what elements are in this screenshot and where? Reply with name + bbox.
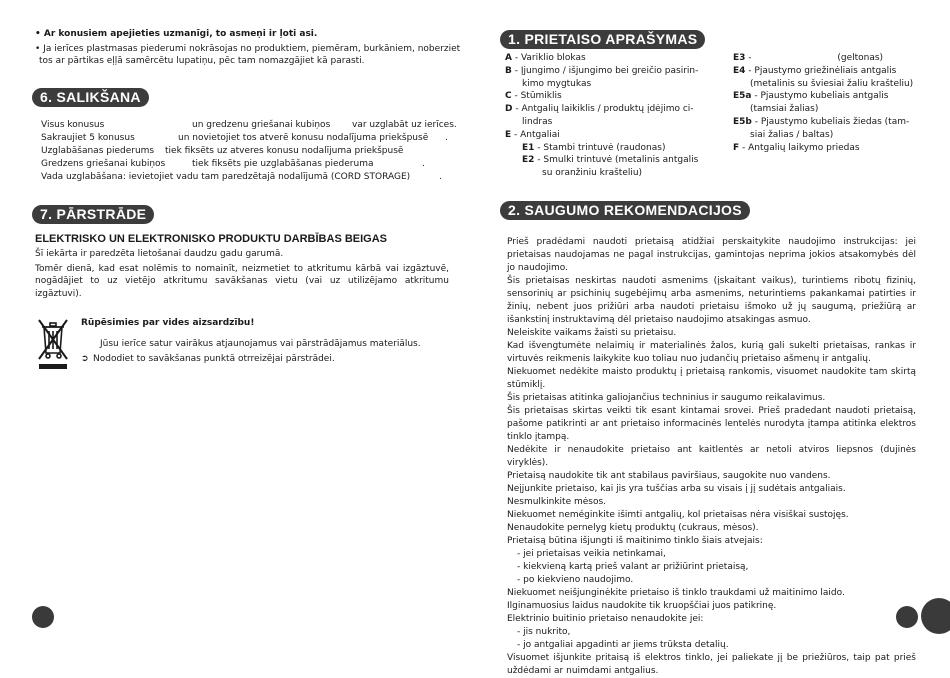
- part-key: D: [505, 104, 513, 115]
- safety-paragraph-2: Šis prietaisas neskirtas naudoti asmenims (įskaitant vaikus), turintiems ribotų fizinių, sensorinių ar psichinių sugebėjimų arba asmenims, neturintiems pakankamai patirties ir žinių, nebent juos prižiūri arba naudoti prietaisu išmoko už jų saugumą, priežiūrą ar išankstinį instruktavimą dėl prietaiso naudojimo atsakingas asmuo.: [507, 276, 916, 325]
- assembly-row-1-part-2: un gredzenu griešanai kubiņos: [192, 120, 331, 130]
- page-tab-right: [921, 598, 950, 634]
- part-key: E3: [733, 53, 746, 63]
- part-desc: - Antgalių laikiklis / produktų įdėjimo ci-: [512, 104, 694, 115]
- part-desc: - Stūmiklis: [511, 91, 562, 102]
- part-desc: - Antgaliai: [511, 129, 560, 140]
- crossed-out-bin-icon: [35, 317, 71, 372]
- parts-list-col-1: [505, 52, 698, 180]
- part-desc: kimo mygtukas: [522, 78, 592, 89]
- part-item-right-2: [733, 65, 913, 78]
- safety-paragraph-19: Ilginamuosius laidus naudokite tik kruopščiai juos patikrinę.: [507, 601, 777, 611]
- part-key: E4: [733, 65, 746, 76]
- part-key: E: [505, 129, 512, 140]
- part-key: A: [505, 53, 512, 63]
- safety-paragraph-22: - jo antgaliai apgadinti ar jiems trūksta detalių.: [517, 640, 729, 650]
- safety-paragraph-12: Niekuomet neméginkite išimti antgalių, kol prietaisas nėra visiškai sustojęs.: [507, 510, 849, 520]
- part-item-right-7: [733, 129, 913, 142]
- environment-title: Rūpēsimies par vides aizsardzību!: [81, 318, 255, 328]
- assembly-row-4-part-2: tiek fiksēts pie uzglabāšanas piederuma: [192, 159, 374, 170]
- part-key: E5a: [733, 91, 752, 102]
- part-item-left-6: [505, 116, 698, 129]
- intro-line-1: • Ar konusiem apejieties uzmanīgi, to asmeņi ir ļoti asi.: [35, 29, 318, 39]
- page-marker-right: [896, 606, 918, 628]
- part-key: E5b: [733, 116, 752, 127]
- safety-paragraph-14: Prietaisą būtina išjungti iš maitinimo tinklo šiais atvejais:: [507, 536, 763, 546]
- part-item-left-9: [505, 154, 698, 167]
- safety-paragraph-6: Šis prietaisas atitinka galiojančius techninius ir saugumo reikalavimus.: [507, 393, 826, 403]
- safety-paragraph-1: Prieš pradėdami naudoti prietaisą atidžiai perskaitykite naudojimo instrukcijas: jei prietaisas naudojamas ne pagal instrukcijas, gamintojas neprima jokios atsakomybės dėl jo naudojimo.: [507, 237, 916, 273]
- arrow-bullet-icon: ➲: [81, 353, 89, 364]
- part-item-left-5: [505, 103, 698, 116]
- safety-paragraph-13: Nenaudokite pernelyg kietų produktų (cukraus, mėsos).: [507, 523, 759, 533]
- part-key: E2: [522, 155, 535, 166]
- part-item-left-10: [505, 167, 698, 180]
- assembly-row-1-part-3: var uzglabāt uz ierīces.: [352, 120, 457, 130]
- part-desc: - Variklio blokas: [511, 53, 586, 63]
- assembly-row-3-part-1: Uzglabāšanas piederums: [41, 146, 155, 157]
- part-desc: - Pjaustymo kubeliais antgalis: [751, 91, 889, 102]
- part-item-left-3: [505, 78, 698, 91]
- assembly-row-5-part-1: Vada uzglabāšana: ievietojiet vadu tam paredzētajā nodalījumā (CORD STORAGE): [41, 172, 411, 183]
- safety-paragraph-23: Visuomet išjunkite pritaisą iš elektros tinklo, jei paliekate jį be priežiūros, taip pat prieš uždėdami ar nuimdami antgalius.: [507, 653, 916, 676]
- part-desc: - Smulki trintuvė (metalinis antgalis: [534, 155, 699, 166]
- environment-text: [81, 338, 421, 365]
- safety-paragraph-3: Neleiskite vaikams žaisti su prietaisu.: [507, 328, 677, 338]
- part-desc: - Pjaustymo kubeliais žiedas (tam-: [751, 116, 910, 127]
- assembly-row-2-part-1: Sakraujiet 5 konusus: [41, 133, 135, 144]
- safety-paragraph-20: Elektrinio buitinio prietaiso nenaudokite jei:: [507, 614, 704, 624]
- section-6-title: 6. SALIKŠANA: [32, 88, 149, 107]
- safety-paragraph-5: Niekuomet nedėkite maisto produktų į prietaisą rankomis, visuomet naudokite tam skirtą stūmiklį.: [507, 367, 916, 390]
- assembly-row-2-part-3: .: [445, 133, 448, 144]
- part-key: B: [505, 65, 512, 76]
- section-7-subtitle: ELEKTRISKO UN ELEKTRONISKO PRODUKTU DARBĪBAS BEIGAS: [35, 233, 388, 245]
- section-7-title: 7. PĀRSTRĀDE: [32, 205, 154, 224]
- part-desc: siai žalias / baltas): [750, 129, 834, 140]
- safety-paragraph-8: Nedėkite ir nenaudokite prietaiso ant kaitlentės ar netoli atviros liepsnos (dujinės viryklės).: [507, 445, 916, 468]
- safety-paragraph-4: Kad išvengtumėte nelaimių ir materialinės žalos, kurią gali sukelti prietaisas, rankas ir virtuvės reikmenis laikykite kuo toliau nuo judančių prietaiso ašmenų ir antgalių.: [507, 341, 916, 364]
- part-item-left-1: [505, 52, 698, 65]
- part-desc: (metalinis su šviesiai žaliu krašteliu): [750, 78, 914, 89]
- assembly-row-4-part-3: .: [422, 159, 425, 170]
- part-item-left-4: [505, 90, 698, 103]
- part-desc: - Pjaustymo griežinėliais antgalis: [745, 65, 897, 76]
- part-desc: - Įjungimo / išjungimo bei greičio pasirin-: [511, 65, 699, 76]
- page-marker-left: [32, 606, 54, 628]
- safety-paragraph-11: Nesmulkinkite mėsos.: [507, 497, 607, 507]
- part-item-right-6: [733, 116, 913, 129]
- assembly-row-4-part-1: Gredzens griešanai kubiņos: [41, 159, 166, 170]
- part-desc: (tamsiai žalias): [750, 104, 819, 115]
- safety-paragraph-21: - jis nukrito,: [517, 627, 571, 637]
- parts-list-col-2: [733, 52, 913, 154]
- part-desc: lindras: [522, 116, 553, 127]
- part-item-right-1: [733, 52, 913, 65]
- part-desc: su oranžiniu krašteliu): [542, 168, 643, 179]
- part-item-right-4: [733, 90, 913, 103]
- intro-line-2: • Ja ierīces plastmasas piederumi nokrāsojas no produktiem, piemēram, burkāniem, noberziet: [35, 43, 461, 54]
- section-7-text: [35, 248, 449, 301]
- part-item-left-7: [505, 129, 698, 142]
- part-key: C: [505, 91, 512, 102]
- recycle-line-1: Šī iekārta ir paredzēta lietošanai daudzu gadu garumā.: [35, 249, 284, 259]
- environment-line-2: ➲ Nododiet to savākšanas punktā otrreizējai pārstrādei.: [81, 353, 335, 364]
- assembly-row-5-part-3: .: [439, 172, 442, 183]
- safety-text: [507, 236, 916, 678]
- assembly-row-3-part-2: tiek fiksēts uz atveres konusu nodalījuma priekšpusē: [165, 146, 404, 157]
- recycle-line-3: nogādājiet to uz vietējo atkritumu savākšanas vietu (vai uz utilizējamo atkritumu izgāztuvi).: [35, 276, 449, 300]
- assembly-row-1-part-1: Visus konusus: [41, 120, 105, 130]
- part-desc: - Antgalių laikymo priedas: [739, 142, 860, 153]
- safety-paragraph-9: Prietaisą naudokite tik ant stabilaus paviršiaus, saugokite nuo vandens.: [507, 471, 831, 481]
- safety-paragraph-15: - jei prietaisas veikia netinkamai,: [517, 549, 666, 559]
- safety-paragraph-7: Šis prietaisas skirtas veikti tik esant kintamai srovei. Prieš pradedant naudoti prietaisą, pašome patikrinti ar ant prietaiso informacinės lentelės nurodyta įtampa atitinka elektros tinklo įtampą.: [507, 406, 916, 442]
- assembly-row-2-part-2: un novietojiet tos atverē konusu nodalījuma priekšpusē: [178, 133, 429, 144]
- recycle-line-2: Tomēr dienā, kad esat nolēmis to nomainīt, neizmetiet to atkritumu kārbā vai izgāztuvē,: [35, 263, 449, 274]
- safety-paragraph-10: Neįjunkite prietaiso, kai jis yra tuščias arba su visais į jį sudėtais antgaliais.: [507, 484, 846, 494]
- section-2-title: 2. SAUGUMO REKOMENDACIJOS: [500, 201, 750, 220]
- intro-line-3: tos ar pārtikas eļļā samērcētu lupatiņu, pēc tam nomazgājiet kā parasti.: [39, 56, 365, 67]
- environment-line-1: Jūsu ierīce satur vairākus atjaunojamus vai pārstrādājamus materiālus.: [100, 339, 421, 349]
- part-item-right-3: [733, 78, 913, 91]
- part-desc: - (geltonas): [745, 53, 884, 63]
- part-desc: - Stambi trintuvė (raudonas): [534, 142, 666, 153]
- part-key: F: [733, 142, 740, 153]
- section-1-title: 1. PRIETAISO APRAŠYMAS: [500, 30, 705, 49]
- safety-paragraph-17: - po kiekvieno naudojimo.: [517, 575, 634, 585]
- safety-paragraph-18: Niekuomet neišjunginėkite prietaiso iš tinklo traukdami už maitinimo laido.: [507, 588, 845, 598]
- part-item-left-8: [505, 142, 698, 155]
- part-key: E1: [522, 142, 535, 153]
- part-item-right-8: [733, 142, 913, 155]
- part-item-right-5: [733, 103, 913, 116]
- part-item-left-2: [505, 65, 698, 78]
- safety-paragraph-16: - kiekvieną kartą prieš valant ar prižiūrint prietaisą,: [517, 562, 749, 572]
- left-intro: [35, 28, 460, 68]
